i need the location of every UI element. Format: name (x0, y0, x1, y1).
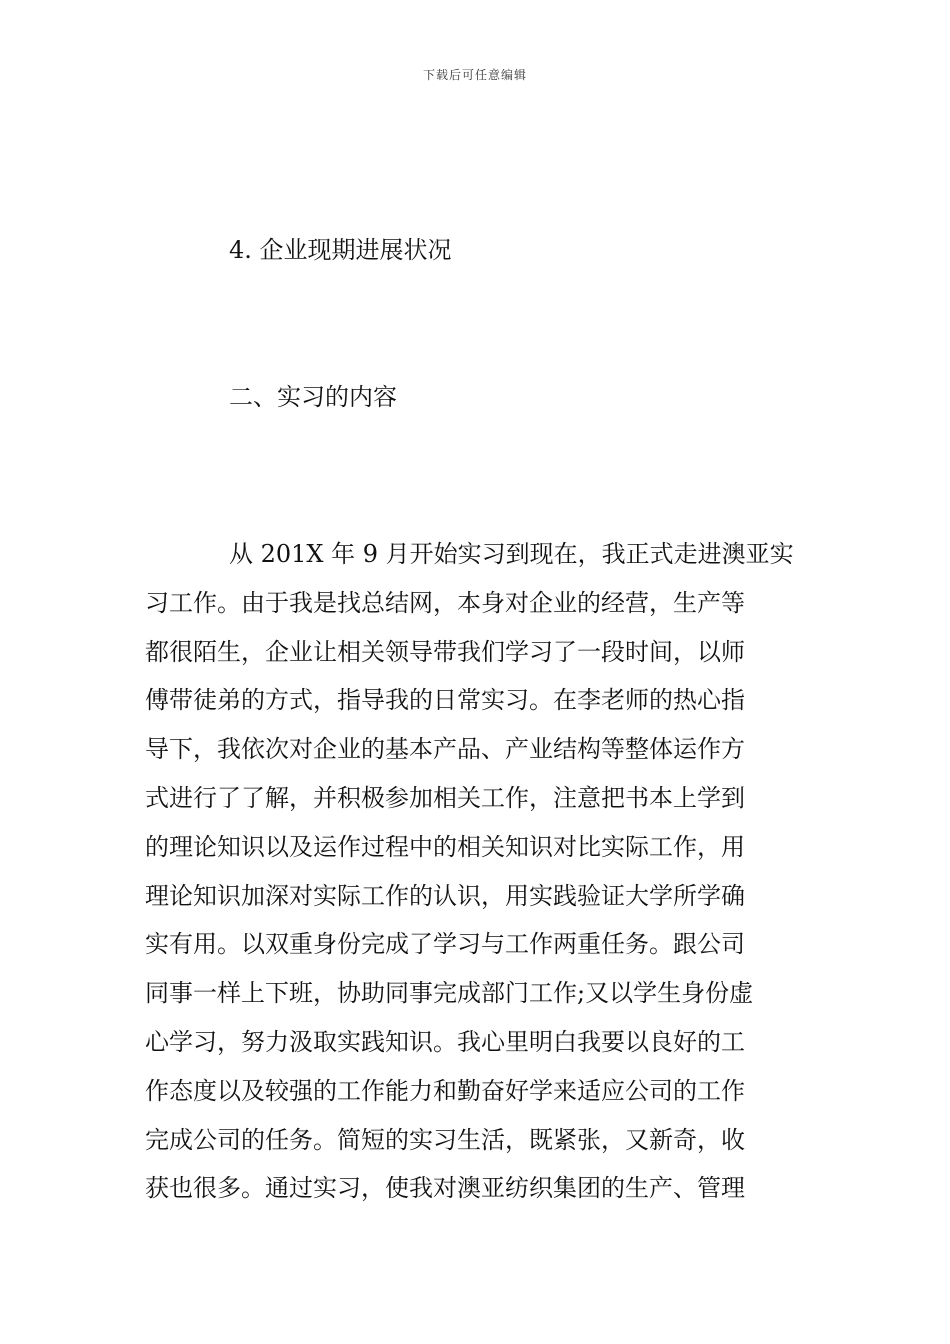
paragraph-line: 习工作。由于我是找总结网，本身对企业的经营，生产等 (145, 588, 745, 617)
page-header-note: 下载后可任意编辑 (422, 68, 527, 82)
paragraph-line: 完成公司的任务。简短的实习生活，既紧张，又新奇，收 (145, 1125, 745, 1154)
paragraph-line: 实有用。以双重身份完成了学习与工作两重任务。跟公司 (145, 930, 745, 959)
paragraph-line: 的理论知识以及运作过程中的相关知识对比实际工作，用 (145, 832, 745, 861)
paragraph-line: 获也很多。通过实习，使我对澳亚纺织集团的生产、管理 (145, 1174, 745, 1203)
paragraph-line: 心学习，努力汲取实践知识。我心里明白我要以良好的工 (145, 1027, 745, 1056)
paragraph-line: 同事一样上下班，协助同事完成部门工作;又以学生身份虚 (145, 979, 754, 1008)
paragraph-line: 从 201X 年 9 月开始实习到现在，我正式走进澳亚实 (229, 540, 794, 568)
paragraph-line: 理论知识加深对实际工作的认识，用实践验证大学所学确 (145, 881, 745, 910)
section-item-4: 4. 企业现期进展状况 (229, 236, 452, 264)
paragraph-line: 都很陌生，企业让相关领导带我们学习了一段时间，以师 (145, 637, 745, 666)
paragraph-line: 作态度以及较强的工作能力和勤奋好学来适应公司的工作 (145, 1076, 745, 1105)
paragraph-line: 傅带徒弟的方式，指导我的日常实习。在李老师的热心指 (145, 686, 745, 715)
body-paragraph (145, 530, 815, 1213)
paragraph-line: 导下，我依次对企业的基本产品、产业结构等整体运作方 (145, 735, 745, 764)
paragraph-line: 式进行了了解，并积极参加相关工作，注意把书本上学到 (145, 783, 745, 812)
section-heading-2: 二、实习的内容 (229, 383, 397, 411)
